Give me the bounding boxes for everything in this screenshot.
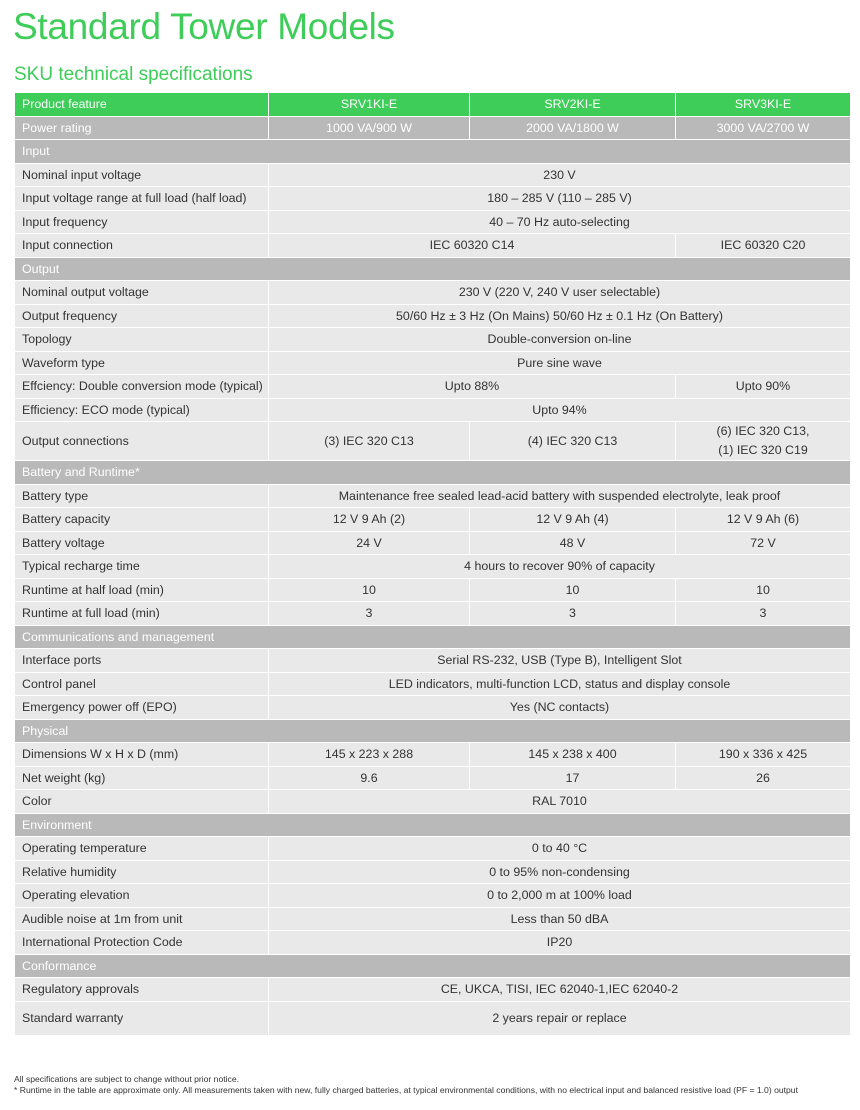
header-product-feature: Product feature bbox=[15, 93, 269, 117]
row-label: Output connections bbox=[15, 422, 269, 461]
row-value: IP20 bbox=[269, 931, 851, 955]
row-value: 4 hours to recover 90% of capacity bbox=[269, 555, 851, 579]
row-value: 180 – 285 V (110 – 285 V) bbox=[269, 187, 851, 211]
row-label: Waveform type bbox=[15, 351, 269, 375]
row-value: (3) IEC 320 C13 bbox=[269, 422, 470, 461]
row-value: 40 – 70 Hz auto-selecting bbox=[269, 210, 851, 234]
table-row bbox=[15, 187, 851, 211]
table-row bbox=[15, 531, 851, 555]
row-value: Upto 90% bbox=[676, 375, 851, 399]
row-value bbox=[676, 422, 851, 461]
footnote-runtime: * Runtime in the table are approximate only. All measurements taken with new, fully charged batteries, at typical environmental conditions, with no electrical input and balanced resistive load (PF = 1.0) output bbox=[14, 1084, 798, 1095]
section-battery bbox=[15, 461, 851, 485]
row-value: Serial RS-232, USB (Type B), Intelligent Slot bbox=[269, 649, 851, 673]
table-row bbox=[15, 375, 851, 399]
section-physical bbox=[15, 719, 851, 743]
header-sku-srv1ki-e: SRV1KI-E bbox=[269, 93, 470, 117]
row-label: Nominal output voltage bbox=[15, 281, 269, 305]
row-value: 50/60 Hz ± 3 Hz (On Mains) 50/60 Hz ± 0.1 Hz (On Battery) bbox=[269, 304, 851, 328]
section-title: Communications and management bbox=[15, 625, 851, 649]
table-row bbox=[15, 508, 851, 532]
page-title: Standard Tower Models bbox=[13, 6, 395, 47]
table-row bbox=[15, 555, 851, 579]
table-row bbox=[15, 696, 851, 720]
row-label: Relative humidity bbox=[15, 860, 269, 884]
section-title: Battery and Runtime* bbox=[15, 461, 851, 485]
row-value: 72 V bbox=[676, 531, 851, 555]
row-label: Input voltage range at full load (half load) bbox=[15, 187, 269, 211]
row-value: 12 V 9 Ah (2) bbox=[269, 508, 470, 532]
row-label: Battery type bbox=[15, 484, 269, 508]
row-value: IEC 60320 C14 bbox=[269, 234, 676, 258]
row-value: 12 V 9 Ah (4) bbox=[470, 508, 676, 532]
row-label: Topology bbox=[15, 328, 269, 352]
row-label: Interface ports bbox=[15, 649, 269, 673]
row-value: 230 V bbox=[269, 163, 851, 187]
row-value: 0 to 95% non-condensing bbox=[269, 860, 851, 884]
section-title: Output bbox=[15, 257, 851, 281]
table-row bbox=[15, 672, 851, 696]
table-header-row bbox=[15, 93, 851, 117]
table-row bbox=[15, 578, 851, 602]
table-row bbox=[15, 602, 851, 626]
table-row bbox=[15, 210, 851, 234]
table-row bbox=[15, 304, 851, 328]
row-label: Color bbox=[15, 790, 269, 814]
table-row bbox=[15, 931, 851, 955]
row-value: 0 to 40 °C bbox=[269, 837, 851, 861]
row-value: 9.6 bbox=[269, 766, 470, 790]
row-label: International Protection Code bbox=[15, 931, 269, 955]
row-value: Upto 94% bbox=[269, 398, 851, 422]
row-value: LED indicators, multi-function LCD, status and display console bbox=[269, 672, 851, 696]
table-row bbox=[15, 422, 851, 461]
row-value: 17 bbox=[470, 766, 676, 790]
row-value: (4) IEC 320 C13 bbox=[470, 422, 676, 461]
row-value: 26 bbox=[676, 766, 851, 790]
row-label: Effciency: Double conversion mode (typical) bbox=[15, 375, 269, 399]
table-row bbox=[15, 328, 851, 352]
value-line: (6) IEC 320 C13, bbox=[716, 424, 810, 438]
table-row bbox=[15, 1001, 851, 1035]
table-row bbox=[15, 281, 851, 305]
row-value: 0 to 2,000 m at 100% load bbox=[269, 884, 851, 908]
row-value: Yes (NC contacts) bbox=[269, 696, 851, 720]
row-value: RAL 7010 bbox=[269, 790, 851, 814]
row-value: 3 bbox=[676, 602, 851, 626]
row-value: Double-conversion on-line bbox=[269, 328, 851, 352]
row-value: 190 x 336 x 425 bbox=[676, 743, 851, 767]
row-label: Net weight (kg) bbox=[15, 766, 269, 790]
section-input bbox=[15, 140, 851, 164]
section-environment bbox=[15, 813, 851, 837]
table-row bbox=[15, 234, 851, 258]
section-title: Input bbox=[15, 140, 851, 164]
row-label: Regulatory approvals bbox=[15, 978, 269, 1002]
row-value: Maintenance free sealed lead-acid battery with suspended electrolyte, leak proof bbox=[269, 484, 851, 508]
value-line: (1) IEC 320 C19 bbox=[718, 443, 808, 457]
table-row bbox=[15, 837, 851, 861]
table-row bbox=[15, 351, 851, 375]
footnotes bbox=[14, 1074, 850, 1095]
section-communications bbox=[15, 625, 851, 649]
row-label: Standard warranty bbox=[15, 1001, 269, 1035]
table-row bbox=[15, 163, 851, 187]
section-output bbox=[15, 257, 851, 281]
row-value: 145 x 223 x 288 bbox=[269, 743, 470, 767]
row-label: Input frequency bbox=[15, 210, 269, 234]
section-title: Environment bbox=[15, 813, 851, 837]
row-value: CE, UKCA, TISI, IEC 62040-1,IEC 62040-2 bbox=[269, 978, 851, 1002]
row-label: Power rating bbox=[15, 116, 269, 140]
row-label: Efficiency: ECO mode (typical) bbox=[15, 398, 269, 422]
row-value: 10 bbox=[676, 578, 851, 602]
table-row bbox=[15, 649, 851, 673]
power-rating-row bbox=[15, 116, 851, 140]
row-label: Emergency power off (EPO) bbox=[15, 696, 269, 720]
table-row bbox=[15, 398, 851, 422]
row-value: 3000 VA/2700 W bbox=[676, 116, 851, 140]
row-label: Input connection bbox=[15, 234, 269, 258]
row-value: Pure sine wave bbox=[269, 351, 851, 375]
row-label: Nominal input voltage bbox=[15, 163, 269, 187]
spec-table bbox=[14, 92, 851, 1036]
row-label: Typical recharge time bbox=[15, 555, 269, 579]
row-value: 12 V 9 Ah (6) bbox=[676, 508, 851, 532]
table-row bbox=[15, 884, 851, 908]
table-row bbox=[15, 484, 851, 508]
row-value: 24 V bbox=[269, 531, 470, 555]
row-value: 145 x 238 x 400 bbox=[470, 743, 676, 767]
row-label: Runtime at full load (min) bbox=[15, 602, 269, 626]
row-value: 10 bbox=[470, 578, 676, 602]
row-label: Operating temperature bbox=[15, 837, 269, 861]
row-value: 1000 VA/900 W bbox=[269, 116, 470, 140]
row-label: Output frequency bbox=[15, 304, 269, 328]
row-value: Less than 50 dBA bbox=[269, 907, 851, 931]
footnote-disclaimer: All specifications are subject to change without prior notice. bbox=[14, 1074, 239, 1084]
table-row bbox=[15, 790, 851, 814]
row-value: 3 bbox=[269, 602, 470, 626]
row-value: 10 bbox=[269, 578, 470, 602]
row-value: Upto 88% bbox=[269, 375, 676, 399]
row-value: 230 V (220 V, 240 V user selectable) bbox=[269, 281, 851, 305]
table-row bbox=[15, 743, 851, 767]
row-label: Operating elevation bbox=[15, 884, 269, 908]
row-label: Audible noise at 1m from unit bbox=[15, 907, 269, 931]
table-row bbox=[15, 766, 851, 790]
row-value: 2 years repair or replace bbox=[269, 1001, 851, 1035]
row-value: 2000 VA/1800 W bbox=[470, 116, 676, 140]
row-value: 48 V bbox=[470, 531, 676, 555]
row-label: Control panel bbox=[15, 672, 269, 696]
row-label: Dimensions W x H x D (mm) bbox=[15, 743, 269, 767]
row-label: Battery voltage bbox=[15, 531, 269, 555]
row-label: Runtime at half load (min) bbox=[15, 578, 269, 602]
header-sku-srv2ki-e: SRV2KI-E bbox=[470, 93, 676, 117]
row-value: 3 bbox=[470, 602, 676, 626]
section-title: Physical bbox=[15, 719, 851, 743]
row-value: IEC 60320 C20 bbox=[676, 234, 851, 258]
page-subtitle: SKU technical specifications bbox=[14, 64, 253, 85]
row-label: Battery capacity bbox=[15, 508, 269, 532]
table-row bbox=[15, 978, 851, 1002]
table-row bbox=[15, 907, 851, 931]
section-title: Conformance bbox=[15, 954, 851, 978]
table-row bbox=[15, 860, 851, 884]
section-conformance bbox=[15, 954, 851, 978]
header-sku-srv3ki-e: SRV3KI-E bbox=[676, 93, 851, 117]
